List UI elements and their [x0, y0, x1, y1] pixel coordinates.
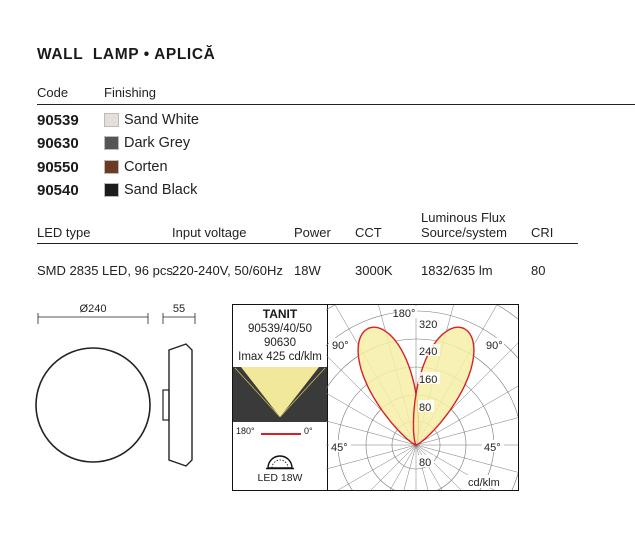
right-angle-label: 90° [486, 340, 503, 352]
spec-header-input-voltage: Input voltage [172, 225, 247, 240]
variant-code: 90630 [37, 135, 79, 152]
specs-divider [37, 243, 578, 244]
radial-label: 160 [419, 374, 438, 386]
finish-name: Corten [124, 159, 168, 175]
lamp-icon [265, 452, 295, 470]
spec-header-cri: CRI [531, 225, 554, 240]
imax-label: Imax 425 cd/klm [238, 351, 322, 363]
spec-cri: 80 [531, 263, 546, 278]
radial-label: 80 [419, 402, 432, 414]
polar-diagram-box [326, 304, 519, 491]
variant-code: 90550 [37, 159, 79, 176]
finishing-header: Finishing [104, 85, 157, 100]
polar-diagram [326, 305, 518, 490]
spec-header-led-type: LED type [37, 225, 91, 240]
variant-code: 90539 [37, 112, 79, 129]
left-angle-label: 90° [332, 340, 349, 352]
spec-header-flux-line2: Source/system [421, 225, 507, 240]
finish-name: Dark Grey [124, 135, 191, 151]
lamp-codes-line2: 90630 [264, 337, 296, 349]
angle-right-label: 0° [304, 426, 313, 436]
bottom-radial-label: 80 [419, 457, 432, 469]
spec-header-flux-line1: Luminous Flux [421, 210, 506, 225]
top-angle-label: 180° [392, 308, 416, 320]
light-distribution-lobe-left [358, 327, 419, 445]
bottom-left-angle-label: 45° [331, 442, 348, 454]
spec-header-cct: CCT [355, 225, 382, 240]
side-view-body [169, 344, 192, 466]
finish-swatch [104, 160, 119, 174]
finish-name: Sand White [124, 112, 199, 128]
diameter-label: Ø240 [79, 303, 107, 315]
depth-label: 55 [172, 303, 186, 315]
bottom-right-angle-label: 45° [484, 442, 501, 454]
variant-code: 90540 [37, 182, 79, 199]
page-title: WALL LAMP • APLICĂ [37, 46, 216, 63]
angle-left-label: 180° [236, 426, 255, 436]
polar-unit-label: cd/klm [468, 477, 500, 489]
finish-swatch [104, 183, 119, 197]
spec-led-type: SMD 2835 LED, 96 pcs [37, 263, 173, 278]
finish-name: Sand Black [124, 182, 198, 198]
finish-swatch [104, 136, 119, 150]
photometric-info-box [232, 304, 328, 491]
spec-power: 18W [294, 263, 321, 278]
lamp-power-label: LED 18W [257, 472, 303, 484]
front-view-circle [36, 348, 150, 462]
header-divider [37, 104, 635, 105]
radial-label: 240 [419, 346, 438, 358]
radial-label: 320 [419, 319, 438, 331]
spec-cct: 3000K [355, 263, 393, 278]
spec-header-power: Power [294, 225, 331, 240]
finish-swatch [104, 113, 119, 127]
angle-range-line [261, 433, 301, 435]
beam-icon [233, 367, 327, 422]
side-view-mount [163, 390, 169, 420]
technical-drawing [30, 300, 230, 470]
spec-flux: 1832/635 lm [421, 263, 493, 278]
spec-input-voltage: 220-240V, 50/60Hz [172, 263, 283, 278]
lamp-name: TANIT [262, 307, 298, 321]
code-header: Code [37, 85, 69, 100]
lamp-codes-line1: 90539/40/50 [248, 323, 312, 335]
